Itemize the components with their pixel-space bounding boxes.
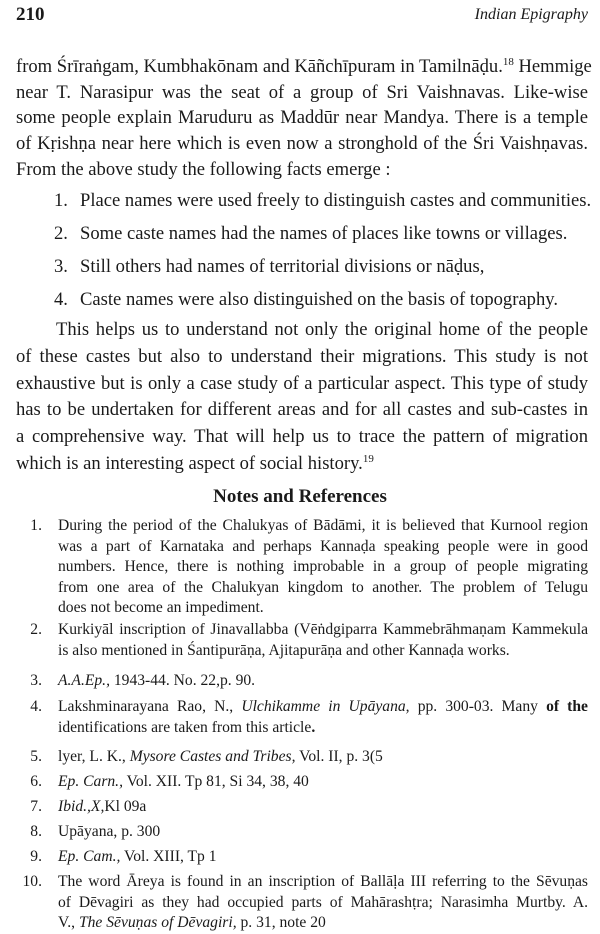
paragraph-line: from Śrīraṅgam, Kumbhakōnam and Kāñchīpuram in Tamilnāḍu.$^{18}$ Hemmige xyxy=(16,55,592,77)
intro-line: From the above study the following facts emerge : xyxy=(16,158,391,180)
paragraph-line: has to be undertaken for different areas and for all castes and sub-castes in xyxy=(16,399,588,421)
paragraph-line: exhaustive but is only a case study of a particular aspect. This type of study xyxy=(16,372,588,394)
paragraph-1 xyxy=(16,54,592,183)
paragraph-line: near T. Narasipur was the seat of a group of Sri Vaishnavas. Like-wise xyxy=(16,81,588,103)
paragraph-line: some people explain Maruduru as Maddūr near Mandya. There is a temple xyxy=(16,107,588,129)
footnote-ref-18[interactable]: 18 xyxy=(502,55,514,68)
paragraph-line: of these castes but also to understand their migrations. This study is not xyxy=(16,345,588,367)
list-item: 4. Caste names were also distinguished on the basis of topography. xyxy=(54,289,559,310)
list-item: 3. Still others had names of territorial divisions or nāḍus, xyxy=(54,256,485,277)
document-page: 210 Indian Epigraphy from Śrīraṅgam, Kumbhakōnam and Kāñchīpuram in Tamilnāḍu.$^{18}$ Hemmige near T. Narasipur was the seat of a group of Sri Vaishnavas. Like-wise some people explain Maruduru as Maddūr near Mandya. There is a temple of Kṛishṇa near here which is even now a stronghold of the Śri Vaishṇavas. From the above study the following facts emerge : 1. Place names were used freely to distinguish castes and communities. 2. Some caste names had the names of places like towns or villages. 3. Still others had names of territorial divisions or nāḍus, 4. Caste names were also distinguished on the basis of topography. This helps us to understand not only the original home of the people of these castes but also to understand their migrations. This study is not exhaustive but is only a case study of a particular aspect. This type of study has to be undertaken for different areas and for all castes and sub-castes in a comprehensive way. That will help us to trace the pattern of migration which is an interesting aspect of social history.$^{19}$ Notes and References 1. During the period of the Chalukyas of Bādāmi, it is believed that Kurnool region was a part of Karnataka and perhaps Kannaḍa speaking people were in good numbers. Hence, there is nothing improbable in a group of people migrating from one area of the Chalukyan kingdom to another. The problem of Telugu does not become an impediment. 2. Kurkiyāl inscription of Jinavallabba (Vēṅdgiparra Kammebrāhmaṇam Kammekula is also mentioned in Śantipurāṇa, Ajitapurāṇa and other Kannaḍa works. 3. A.A.Ep., 1943-44. No. 22,p. 90. 4. Lakshminarayana Rao, N., Ulchikamme in Upāyana, pp. 300-03. Many of the identifications are taken from this article. 5. lyer, L. K., Mysore Castes and Tribes, Vol. II, p. 3(5 6. Ep. Carn., Vol. XII. Tp 81, Si 34, 38, 40 7. Ibid.,X,Kl 09a 8. Upāyana, p. 300 9. Ep. Cam., Vol. XIII, Tp 1 10. The word Āreya is found in an inscription of Ballāḷa III referring to the Sēvuṇas of Dēvagiri as they had occupied parts of Mahārashṭra; Narasimha Murtby. A. V., The Sēvuṇas of Dēvagiri, p. 31, note 20 xyxy=(0,0,600,914)
running-title: Indian Epigraphy xyxy=(474,6,588,23)
paragraph-line: a comprehensive way. That will help us to trace the pattern of migration xyxy=(16,426,588,448)
paragraph-2 xyxy=(16,317,588,478)
page-number: 210 xyxy=(16,4,45,25)
notes-heading: Notes and References xyxy=(213,486,387,507)
list-item: 1. Place names were used freely to distinguish castes and communities. xyxy=(54,190,592,211)
list-item: 2. Some caste names had the names of places like towns or villages. xyxy=(54,223,568,244)
running-head xyxy=(16,4,588,32)
footnote-ref-19[interactable]: 19 xyxy=(362,452,374,465)
paragraph-line: of Kṛishṇa near here which is even now a stronghold of the Śri Vaishṇavas. xyxy=(16,133,588,155)
paragraph-line: which is an interesting aspect of social history.$^{19}$ xyxy=(16,452,374,474)
paragraph-line: This helps us to understand not only the original home of the people xyxy=(56,319,588,340)
